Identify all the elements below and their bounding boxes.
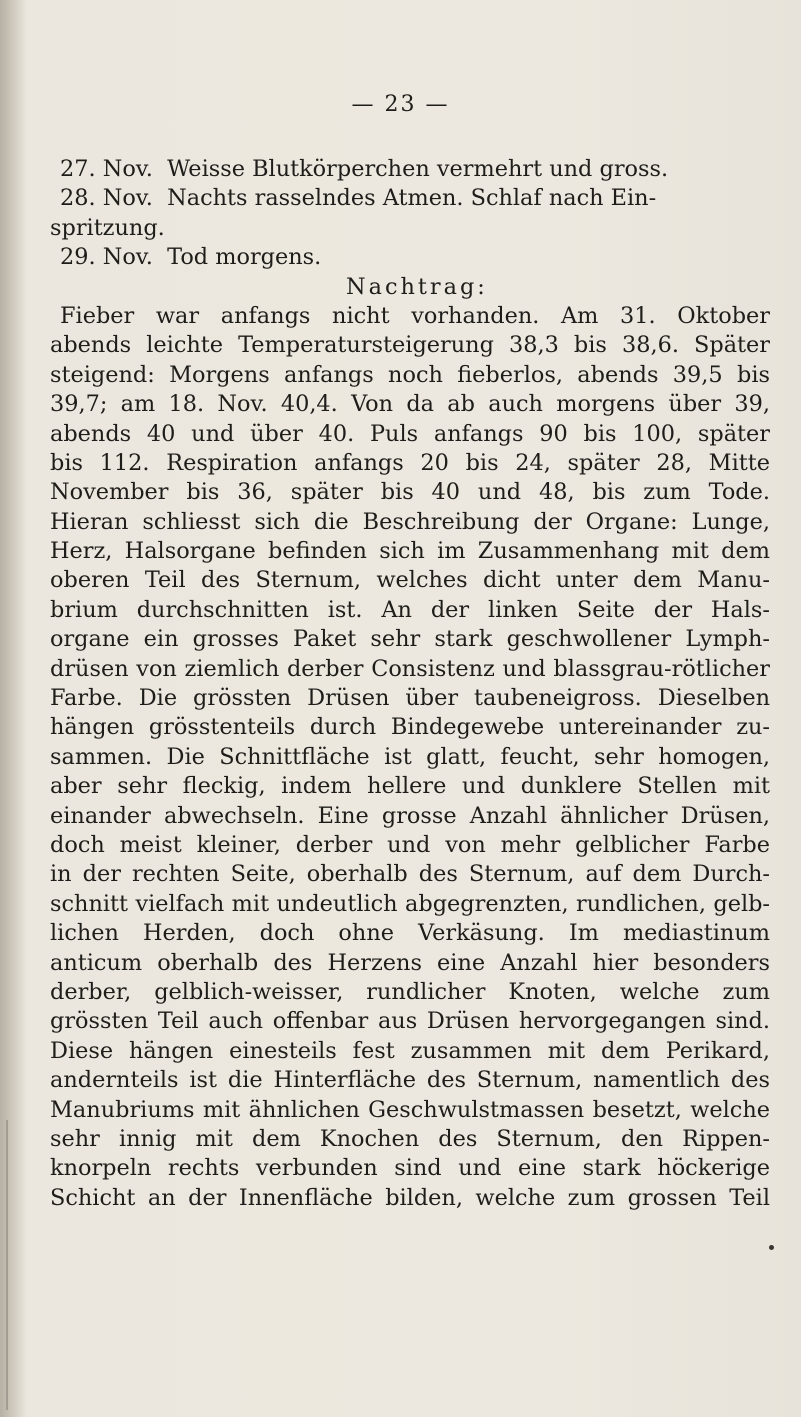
paragraph-line: schnitt vielfach mit undeutlich abgegrenzten, rundlichen, gelb- xyxy=(50,890,770,917)
paragraph-line: oberen Teil des Sternum, welches dicht unter dem Manu- xyxy=(50,567,770,594)
paragraph-line: Diese hängen einesteils fest zusammen mit dem Perikard, xyxy=(50,1037,770,1064)
paragraph-line: andernteils ist die Hinterfläche des Sternum, namentlich des xyxy=(50,1067,770,1094)
paragraph-line: abends leichte Temperatursteigerung 38,3 bis 38,6. Später xyxy=(50,332,770,359)
entry-date: 28. Nov. xyxy=(60,185,153,212)
entry-text: Nachts rasselndes Atmen. Schlaf nach Ein- xyxy=(167,185,657,212)
entry-28-nov xyxy=(50,184,770,213)
entry-28-nov-continued: spritzung. xyxy=(50,214,165,241)
paragraph-line: derber, gelblich-weisser, rundlicher Knoten, welche zum xyxy=(50,978,770,1005)
paragraph-line: grössten Teil auch offenbar aus Drüsen hervorgegangen sind. xyxy=(50,1008,770,1035)
entry-text: Tod morgens. xyxy=(167,244,322,271)
paragraph-line: bis 112. Respiration anfangs 20 bis 24, später 28, Mitte xyxy=(50,449,770,476)
paragraph-line: anticum oberhalb des Herzens eine Anzahl hier besonders xyxy=(50,949,770,976)
paragraph-line: Manubriums mit ähnlichen Geschwulstmassen besetzt, welche xyxy=(50,1096,770,1123)
paragraph-line: sehr innig mit dem Knochen des Sternum, den Rippen- xyxy=(50,1125,770,1152)
paragraph-line: sammen. Die Schnittfläche ist glatt, feucht, sehr homogen, xyxy=(50,743,770,770)
paragraph-line: Hieran schliesst sich die Beschreibung der Organe: Lunge, xyxy=(50,508,770,535)
paragraph-line: knorpeln rechts verbunden sind und eine stark höckerige xyxy=(50,1155,770,1182)
paragraph-line: hängen grösstenteils durch Bindegewebe untereinander zu- xyxy=(50,714,770,741)
entry-date: 27. Nov. xyxy=(60,156,153,182)
paragraph-line: November bis 36, später bis 40 und 48, bis zum Tode. xyxy=(50,479,770,506)
paragraph-line: Schicht an der Innenfläche bilden, welche zum grossen Teil xyxy=(50,1184,770,1211)
paragraph-line: Farbe. Die grössten Drüsen über taubeneigross. Dieselben xyxy=(50,685,770,712)
ink-speck xyxy=(769,1245,774,1250)
entry-27-nov xyxy=(50,155,770,184)
paragraph-line: steigend: Morgens anfangs noch fieberlos, abends 39,5 bis xyxy=(50,361,770,388)
paragraph-line: lichen Herden, doch ohne Verkäsung. Im mediastinum xyxy=(50,920,770,947)
binding-shadow xyxy=(0,0,26,1417)
paragraph-line: einander abwechseln. Eine grosse Anzahl ähnlicher Drüsen, xyxy=(50,802,770,829)
paragraph-line: in der rechten Seite, oberhalb des Sternum, auf dem Durch- xyxy=(50,861,770,888)
paragraph-line: abends 40 und über 40. Puls anfangs 90 bis 100, später xyxy=(50,420,770,447)
paragraph-line: aber sehr fleckig, indem hellere und dunklere Stellen mit xyxy=(50,773,770,800)
margin-mark xyxy=(6,1120,8,1410)
page-text xyxy=(50,155,770,1213)
paragraph-line: 39,7; am 18. Nov. 40,4. Von da ab auch morgens über 39, xyxy=(50,391,770,418)
entry-29-nov xyxy=(50,243,770,272)
paragraph-line: Herz, Halsorgane befinden sich im Zusammenhang mit dem xyxy=(50,538,770,565)
paragraph-line: organe ein grosses Paket sehr stark geschwollener Lymph- xyxy=(50,626,770,653)
paragraph-line: drüsen von ziemlich derber Consistenz und blassgrau-rötlicher xyxy=(50,655,770,682)
paragraph-line: doch meist kleiner, derber und von mehr gelblicher Farbe xyxy=(50,831,770,858)
page-number: — 23 — xyxy=(351,92,450,117)
entry-text: Weisse Blutkörperchen vermehrt und gross. xyxy=(167,156,669,182)
paragraph-line: brium durchschnitten ist. An der linken Seite der Hals- xyxy=(50,596,770,623)
section-heading: Nachtrag: xyxy=(346,273,488,300)
paragraph-line: Fieber war anfangs nicht vorhanden. Am 31. Oktober xyxy=(60,302,770,329)
entry-date: 29. Nov. xyxy=(60,244,153,271)
